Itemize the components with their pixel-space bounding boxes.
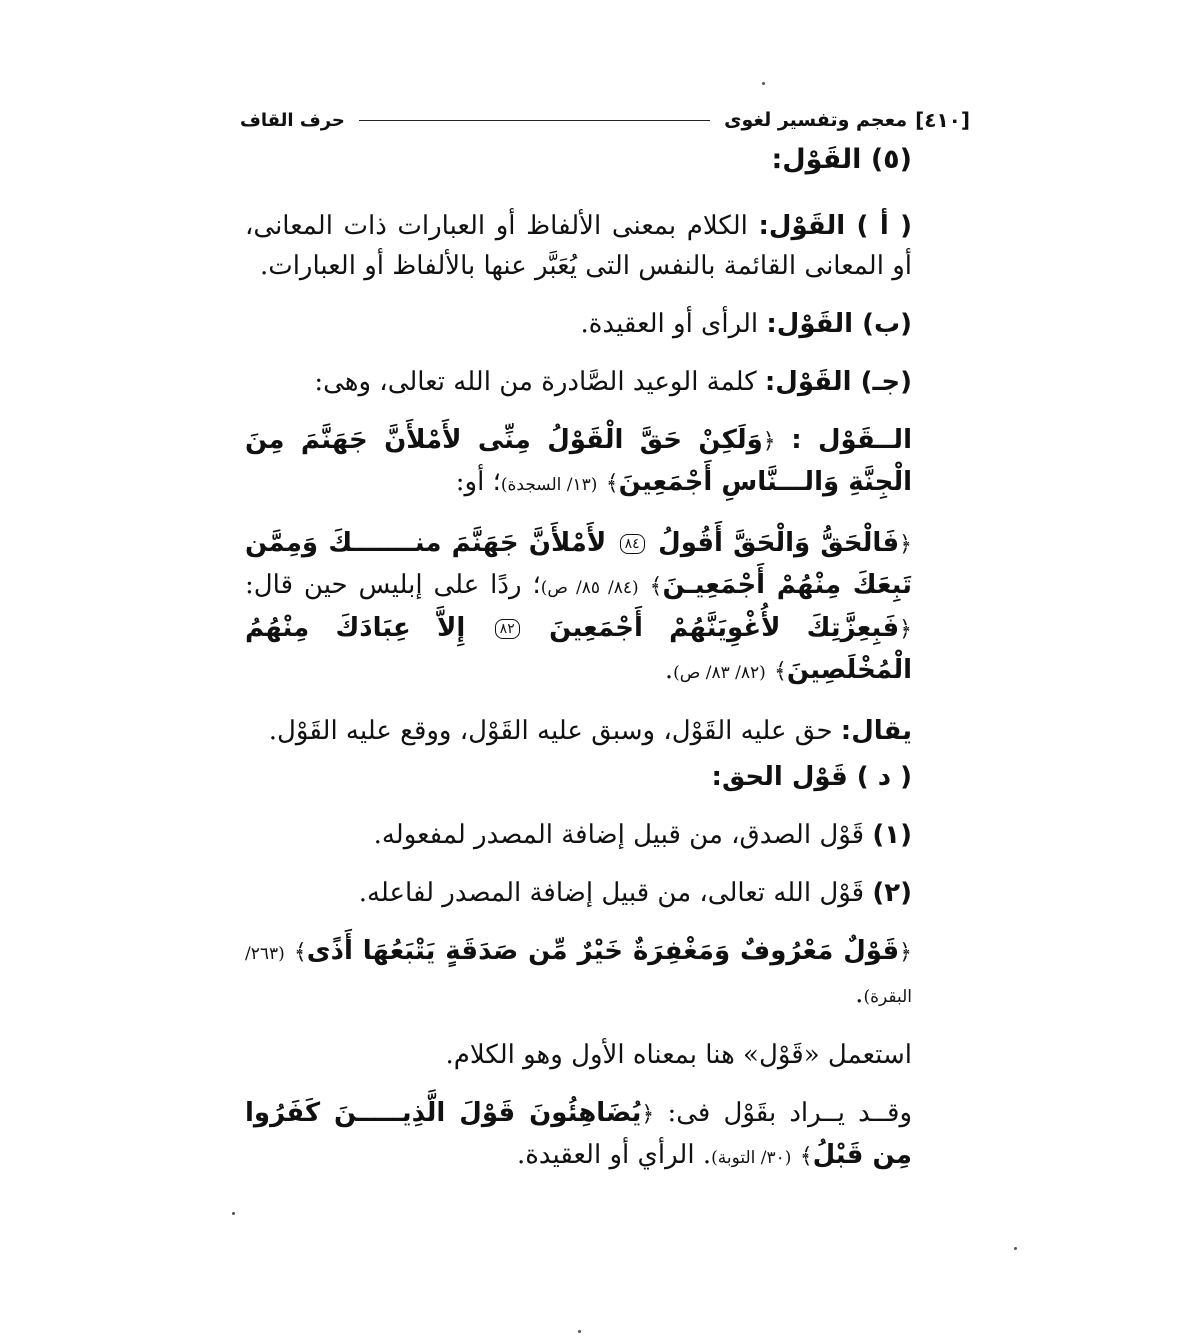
- quote-1-label: الــقَوْل :: [791, 425, 912, 455]
- scan-speck: [578, 1330, 581, 1333]
- quote-2-ayah2-part2: إِلاَّ عِبَادَكَ مِنْهُمُ الْمُخْلَصِينَ: [245, 613, 912, 685]
- quote-1-open: ﴿: [762, 429, 776, 454]
- scan-speck: [762, 82, 765, 85]
- definition-a-text: الكلام بمعنى الألفاظ أو العبارات ذات المعانى، أو المعانى القائمة بالنفس التى يُعَبَّر عنها بالألفاظ أو العبارات.: [245, 211, 912, 281]
- page-header: [240, 100, 970, 140]
- definition-b-text: الرأى أو العقيدة.: [580, 309, 759, 339]
- definition-d1-label: (١): [872, 820, 912, 850]
- quote-3-open: ﴿: [899, 940, 913, 965]
- definition-a: [245, 206, 970, 286]
- quote-2-ayah2-part1: فَبِعِزَّتِكَ لأُغْوِيَنَّهُمْ أَجْمَعِينَ: [549, 613, 900, 643]
- quote-3-end: .: [855, 979, 864, 1009]
- quote-2-middle: ؛ ردًا على إبليس حين قال:: [245, 570, 541, 600]
- quote-3-ayah: قَوْلٌ مَعْرُوفٌ وَمَغْفِرَةٌ خَيْرٌ مِّن صَدَقَةٍ يَتْبَعُهَا أَذًى: [306, 936, 900, 966]
- header-rule: [359, 120, 710, 121]
- definition-d2-text: قَوْل الله تعالى، من قبيل إضافة المصدر لفاعله.: [358, 878, 865, 908]
- entry-heading: (٥) القَوْل:: [771, 144, 912, 175]
- book-title: معجم وتفسير لغوى: [724, 109, 908, 131]
- quote-1-after: ؛ أو:: [455, 467, 501, 497]
- usage-2: [245, 1093, 970, 1178]
- definition-b: [245, 304, 970, 344]
- definition-d: ( د ) قَوْل الحق:: [711, 762, 912, 792]
- saying-text: حق عليه القَوْل، وسبق عليه القَوْل، ووقع عليه القَوْل.: [268, 716, 833, 746]
- quote-3: [245, 931, 970, 1017]
- saying-label: يقال:: [840, 716, 912, 746]
- quote-2-ayah-part2: لأَمْلأَنَّ جَهَنَّمَ منـــــــكَ وَمِمَّن تَبِعَكَ مِنْهُمْ أَجْمَعِيـنَ: [245, 528, 912, 600]
- page-body: [245, 140, 970, 1178]
- quote-1: [245, 420, 970, 505]
- usage-2-ayah: يُضَاهِئُونَ قَوْلَ الَّذِيـــــنَ كَفَرُوا مِن قَبْلُ: [245, 1098, 912, 1170]
- quote-2-open: ﴿: [899, 532, 913, 557]
- quote-2-ayah-part1: فَالْحَقُّ وَالْحَقَّ أَقُولُ: [658, 528, 900, 558]
- definition-a-label: ( أ ) القَوْل:: [758, 211, 913, 241]
- quote-2-open2: ﴿: [899, 617, 913, 642]
- definition-d2-label: (٢): [872, 878, 912, 908]
- quote-3-ref: (٢٦٣/ البقرة): [245, 944, 912, 1007]
- verse-number-marker-2: ٨٢: [495, 619, 520, 639]
- quote-1-ref: (١٣/ السجدة): [500, 475, 598, 495]
- quote-3-close: ﴾: [293, 940, 307, 965]
- saying: [245, 711, 970, 751]
- quote-2-ref: (٨٤/ ٨٥/ ص): [540, 578, 639, 598]
- quote-2-close2: ﴾: [774, 659, 787, 684]
- definition-b-label: (ب) القَوْل:: [766, 309, 912, 339]
- page-number: [٤١٠]: [915, 108, 970, 132]
- definition-c-text: كلمة الوعيد الصَّادرة من الله تعالى، وهى:: [314, 367, 757, 397]
- usage-2-text: وقــد يــراد بقَوْل فى:: [667, 1098, 913, 1128]
- quote-1-ayah: وَلَكِنْ حَقَّ الْقَوْلُ مِنِّى لأَمْلأَنَّ جَهَنَّمَ مِنَ الْجِنَّةِ وَالـــنَّاسِ أَجْمَعِينَ: [245, 425, 912, 497]
- scan-speck: [232, 1212, 235, 1215]
- usage-2-ref: (٣٠/ التوبة): [711, 1148, 792, 1168]
- section-name: حرف القاف: [240, 109, 345, 131]
- quote-2-ref2: (٨٢/ ٨٣/ ص): [673, 663, 766, 683]
- quote-1-close: ﴾: [605, 471, 619, 496]
- usage-1: استعمل «قَوْل» هنا بمعناه الأول وهو الكلام.: [445, 1040, 912, 1070]
- definition-d2: [245, 873, 970, 913]
- definition-c: [245, 362, 970, 402]
- quote-2-close: ﴾: [649, 574, 663, 599]
- definition-d1-text: قَوْل الصدق، من قبيل إضافة المصدر لمفعوله.: [373, 820, 865, 850]
- scan-speck: [1014, 1247, 1017, 1250]
- definition-c-label: (جـ) القَوْل:: [764, 367, 912, 397]
- quote-2: [245, 523, 970, 693]
- definition-d1: [245, 815, 970, 855]
- usage-2-end: . الرأي أو العقيدة.: [516, 1140, 712, 1170]
- usage-2-close: ﴾: [799, 1144, 813, 1169]
- verse-number-marker: ٨٤: [620, 534, 645, 554]
- quote-2-end: .: [664, 655, 674, 685]
- usage-2-open: ﴿: [641, 1102, 655, 1127]
